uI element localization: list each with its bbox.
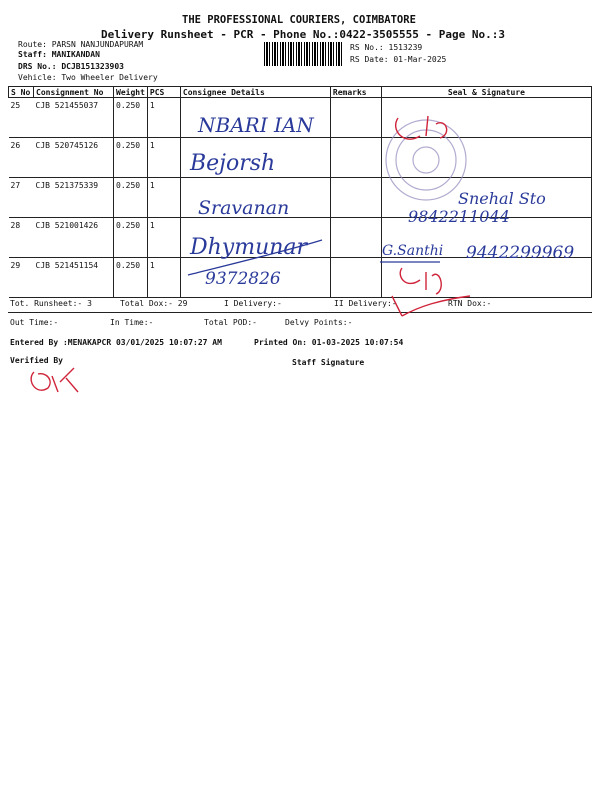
ii-delivery: II Delivery:-: [334, 299, 397, 308]
signature-28: Dhymunar: [190, 235, 308, 260]
rs-date: RS Date: 01-Mar-2025: [350, 55, 447, 64]
cell-sno: 27: [9, 178, 34, 218]
col-consignee: Consignee Details: [180, 87, 330, 98]
red-tick: [392, 296, 470, 316]
col-weight: Weight: [114, 87, 148, 98]
col-pcs: PCS: [147, 87, 180, 98]
cell-sno: 26: [9, 138, 34, 178]
cell-pcs: 1: [147, 178, 180, 218]
total-pod: Total POD:-: [204, 318, 257, 327]
i-delivery: I Delivery:-: [224, 299, 282, 308]
entered-by: Entered By :MENAKAPCR 03/01/2025 10:07:27 AM: [10, 338, 222, 347]
signature-26: Bejorsh: [190, 151, 276, 176]
vehicle: Vehicle: Two Wheeler Delivery: [18, 73, 158, 82]
cell-weight: 0.250: [114, 98, 148, 138]
printed-on: Printed On: 01-03-2025 10:07:54: [254, 338, 404, 347]
cell-pcs: 1: [147, 98, 180, 138]
col-remarks: Remarks: [330, 87, 381, 98]
cell-sno: 25: [9, 98, 34, 138]
seal-phone: 9442299969: [466, 243, 575, 263]
col-sno: S No: [9, 87, 34, 98]
signature-28b: 9372826: [205, 269, 281, 289]
cell-pcs: 1: [147, 218, 180, 258]
verified-marks-text: OM: [36, 390, 38, 391]
cell-pcs: 1: [147, 258, 180, 298]
cell-weight: 0.250: [114, 258, 148, 298]
cell-consignment: CJB 520745126: [34, 138, 114, 178]
signature-25: NBARI IAN: [198, 113, 314, 137]
staff-signature: Staff Signature: [292, 358, 365, 367]
cell-sno: 29: [9, 258, 34, 298]
rs-number: RS No.: 1513239: [350, 43, 423, 52]
seal-phone-2: 9842211044: [408, 207, 510, 226]
cell-weight: 0.250: [114, 218, 148, 258]
seal-name: G.Santhi: [382, 243, 444, 259]
runsheet-title: Delivery Runsheet - PCR - Phone No.:0422-3505555 - Page No.:3: [101, 28, 505, 41]
cell-consignment: CJB 521455037: [34, 98, 114, 138]
out-time: Out Time:-: [10, 318, 59, 327]
rtn-dox: RTN Dox:-: [448, 299, 492, 308]
delvy-points: Delvy Points:-: [285, 318, 353, 327]
col-seal: Seal & Signature: [381, 87, 591, 98]
route: Route: PARSN NANJUNDAPURAM: [18, 40, 144, 49]
cell-pcs: 1: [147, 138, 180, 178]
total-runsheet: Tot. Runsheet:- 3: [10, 299, 92, 308]
cell-weight: 0.250: [114, 178, 148, 218]
staff: Staff: MANIKANDAN: [18, 50, 100, 59]
cell-weight: 0.250: [114, 138, 148, 178]
signature-27: Sravanan: [198, 197, 290, 219]
verified-by: Verified By: [10, 356, 63, 365]
cell-consignment: CJB 521451154: [34, 258, 114, 298]
total-dox: Total Dox:- 29: [120, 299, 188, 308]
in-time: In Time:-: [110, 318, 154, 327]
cell-consignment: CJB 521375339: [34, 178, 114, 218]
cell-sno: 28: [9, 218, 34, 258]
red-mark-seal: [400, 268, 441, 294]
seal-note: Snehal Sto: [458, 189, 546, 208]
drs-number: DRS No.: DCJB151323903: [18, 62, 124, 71]
company-name: THE PROFESSIONAL COURIERS, COIMBATORE: [182, 14, 416, 26]
cell-consignment: CJB 521001426: [34, 218, 114, 258]
col-consignment: Consignment No: [34, 87, 114, 98]
verified-initials: [31, 368, 78, 392]
